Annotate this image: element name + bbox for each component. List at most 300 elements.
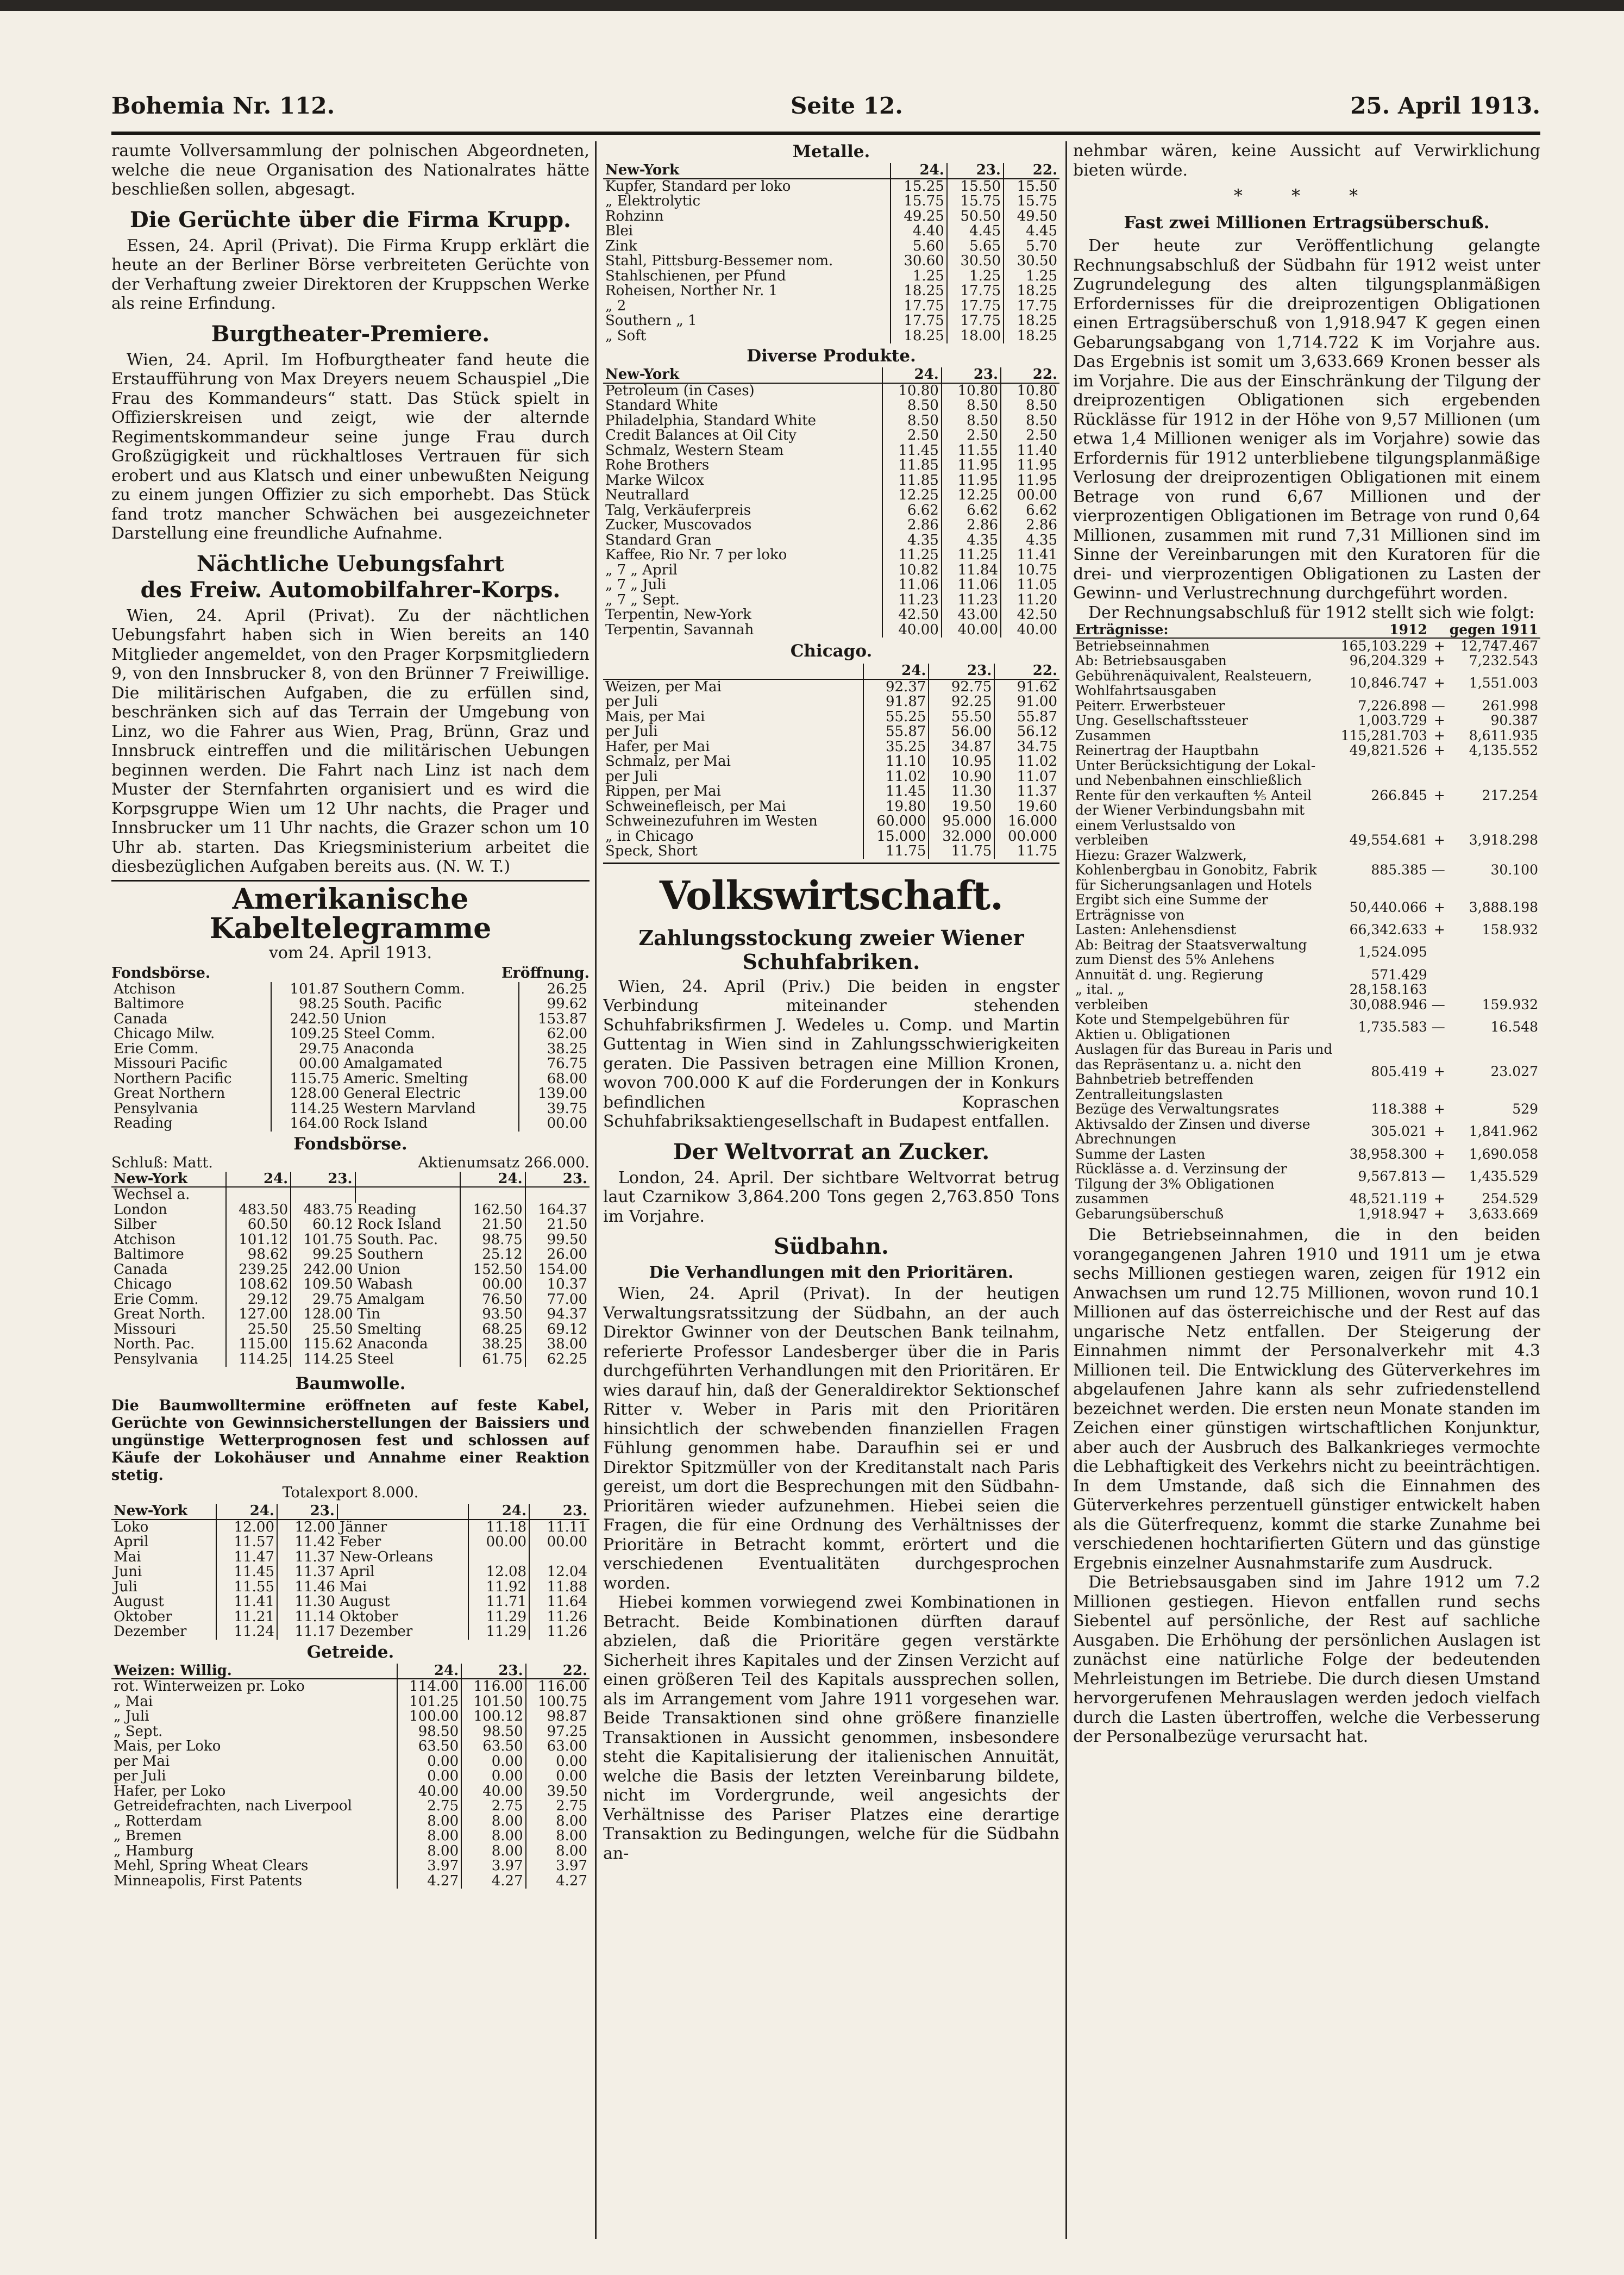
table-row [111,1187,590,1203]
table-cell: + [1433,1123,1445,1140]
table-header-cell: New-York [603,367,882,383]
table-row [111,1292,590,1308]
fonds-opening-table [111,982,590,1132]
table-row [111,1072,590,1087]
table-cell: per Juli [605,768,658,785]
table-cell: zusammen [1075,1191,1149,1207]
table-cell: 68.00 [519,1072,590,1087]
table-cell: Oktober [339,1608,398,1625]
table-cell: New-Orleans [339,1548,434,1565]
table-cell: Betriebseinnahmen [1075,638,1210,654]
table-cell: 254.529 [1482,1191,1538,1207]
table-cell: 17.75 [947,284,1004,299]
table-header-cell: 23. [461,1664,526,1679]
table-cell: 118.388 [1371,1101,1427,1117]
table-cell: 11.18 [468,1520,529,1535]
column-divider [1065,141,1067,2239]
table-cell: 10.80 [942,383,1001,399]
table-cell: 242.50 [271,1012,342,1027]
table-cell: 8.00 [461,1814,526,1829]
table-cell: 8.50 [882,398,942,414]
table-cell: Kote und Stempelgebühren für Aktien u. Obligationen [1075,1011,1289,1042]
table-cell: 11.30 [277,1595,337,1610]
table-cell: + [1433,899,1445,915]
table-row [111,1247,590,1262]
table-cell: 49.25 [891,209,947,224]
table-cell: 8.00 [397,1829,462,1844]
table-cell: 11.23 [882,593,942,608]
table-cell: Standard Gran [605,532,712,548]
table-cell: Ung. Gesellschaftssteuer [1075,712,1248,728]
cable-date: vom 24. April 1913. [268,943,432,962]
table-cell: 21.50 [460,1217,525,1233]
table-cell: Schmalz, per Mai [605,753,731,770]
table-cell: Baltimore [114,1246,184,1262]
section-stars: * * * [1233,185,1380,206]
table-cell: South. Pacific [343,996,442,1012]
metals-table [603,163,1059,343]
table-cell: 115.62 [291,1337,355,1352]
table-row [111,1695,590,1710]
table-cell: Reinertrag der Hauptbahn [1075,742,1259,758]
table-cell: 21.50 [525,1217,590,1233]
table-cell: 0.00 [461,1754,526,1770]
table-cell: Weizen, per Mai [605,678,722,695]
table-row [111,1233,590,1248]
table-cell: 11.14 [277,1610,337,1625]
table-cell: 15.75 [947,194,1004,209]
table-cell: „ Elektrolytic [605,193,701,209]
economy-headline: Volkswirtschaft. [659,872,1004,918]
table-cell: 154.00 [525,1262,590,1278]
table-cell: 10.80 [882,383,942,399]
table-cell: 61.75 [460,1352,525,1367]
table-cell: Roheisen, Norther Nr. 1 [605,283,778,299]
table-row [111,1624,590,1640]
table-cell: 69.12 [525,1322,590,1338]
table-cell: 15.50 [1004,179,1059,195]
table-cell: 19.60 [994,799,1059,815]
table-cell: Chicago Milw. [114,1026,215,1042]
table-cell: 9,567.813 [1358,1168,1427,1184]
table-cell: 63.50 [397,1739,462,1754]
table-cell: 49,821.526 [1349,742,1427,758]
table-cell: — [1431,1018,1445,1035]
table-cell: 8.50 [942,414,1001,429]
table-cell: 48,521.119 [1349,1191,1427,1207]
table-row [111,1814,590,1829]
table-cell: 11.92 [468,1580,529,1595]
cotton-export: Totalexport 8.000. [282,1484,419,1501]
table-cell: 266.845 [1371,787,1427,803]
table-header-cell [1429,622,1447,638]
table-row [111,1520,590,1535]
table-row [111,1829,590,1844]
table-row [603,784,1059,799]
table-cell [460,1187,525,1203]
table-cell: 4,135.552 [1469,742,1538,758]
table-cell: „ 7 „ Juli [605,577,667,593]
table-cell: 114.25 [226,1352,291,1367]
table-cell: Ergibt sich eine Summe der Erträgnisse von [1075,892,1268,923]
table-header-cell: 23. [277,1504,337,1520]
table-cell: 10.80 [1001,383,1059,399]
table-cell: 11.23 [942,593,1001,608]
table-row [111,1057,590,1072]
table-row [111,997,590,1012]
table-cell: 11.25 [942,548,1001,563]
table-cell: Schweinezufuhren im Westen [605,813,818,829]
table-header-cell: 24. [216,1504,277,1520]
table-cell: 25.50 [291,1322,355,1338]
accounts-table [1073,622,1540,1221]
table-cell: per Juli [114,1768,166,1784]
table-cell: 98.50 [397,1724,462,1740]
table-cell: 60.50 [226,1217,291,1233]
table-row [111,1799,590,1814]
table-row [603,398,1059,414]
table-cell: 63.50 [461,1739,526,1754]
table-cell: 98.50 [461,1724,526,1740]
table-cell: 11.06 [882,578,942,593]
table-cell: 11.84 [942,563,1001,578]
page-header [111,92,1540,128]
table-cell: „ 2 [605,297,626,314]
table-header-cell: 23. [525,1172,590,1188]
table-cell: 30,088.946 [1349,996,1427,1012]
table-cell: 92.37 [863,679,929,695]
table-cell: 4.45 [947,224,1004,239]
table-cell: 1,841.962 [1469,1123,1538,1140]
header-rule [111,132,1540,135]
table-cell: 11.95 [1001,458,1059,473]
table-row [603,578,1059,593]
table-cell: 116.00 [526,1679,590,1695]
table-cell: per Juli [605,723,658,740]
krupp-text: Essen, 24. April (Privat). Die Firma Krupp erklärt die heute an der Berliner Börse verbreiteten Gerüchte von der Verhaftung zweier Direktoren der Kruppschen Werke als reine Erfindung. [111,236,590,313]
table-row [111,1203,590,1218]
table-row [1073,1042,1540,1102]
table-cell: 29.75 [271,1042,342,1057]
table-cell: + [1433,742,1445,758]
table-cell: 1,435.529 [1469,1168,1538,1184]
table-cell: 11.45 [863,784,929,799]
burgtheater-headline: Burgtheater-Premiere. [211,321,490,347]
table-cell: 15.75 [1004,194,1059,209]
table-header-cell: 22. [1004,163,1059,179]
table-cell: 40.00 [942,623,1001,638]
table-cell: 3,918.298 [1469,832,1538,848]
table-row [1073,653,1540,668]
column-1 [111,141,590,2245]
table-cell: 91.62 [994,679,1059,695]
table-row [603,799,1059,815]
table-cell: Ab: Betriebsausgaben [1075,653,1227,668]
table-row [1073,1117,1540,1147]
table-row [111,982,590,997]
table-header-cell: 22. [1001,367,1059,383]
table-cell: 5.70 [1004,239,1059,254]
table-cell: Union [357,1261,400,1278]
table-cell: 159.932 [1482,996,1538,1012]
table-cell: Northern Pacific [114,1070,232,1087]
table-cell: 18.25 [1004,314,1059,329]
table-cell: 29.75 [291,1292,355,1308]
table-row [603,563,1059,578]
table-row [111,1217,590,1233]
table-cell: 10.75 [1001,563,1059,578]
table-cell: Juli [114,1578,137,1595]
table-cell: 6.62 [882,503,942,518]
table-cell: 55.87 [863,724,929,740]
article-continuation: raumte Vollversammlung der polnischen Abgeordneten, welche die neue Organisation des Nationalrates hätte beschließen sollen, abgesagt. [111,141,590,199]
table-cell: 114.00 [397,1679,462,1695]
table-cell: 92.25 [929,695,994,710]
table-cell: 1,003.729 [1358,712,1427,728]
table-cell: Reading [114,1115,173,1132]
table-cell: 34.75 [994,740,1059,755]
table-cell: 39.50 [526,1784,590,1799]
table-cell: 1.25 [947,269,1004,284]
table-cell: 0.00 [526,1754,590,1770]
table-cell: 483.75 [291,1203,355,1218]
table-cell: 42.50 [882,608,942,623]
table-row [1073,758,1540,833]
table-row [1073,967,1540,983]
table-cell: General Electric [343,1085,461,1102]
table-cell: 101.50 [461,1695,526,1710]
table-cell: 25.50 [226,1322,291,1338]
table-cell: 11.21 [216,1610,277,1625]
table-cell: 8.00 [526,1844,590,1859]
table-cell: Chicago [114,1276,172,1292]
table-cell: 1.25 [891,269,947,284]
table-row [603,593,1059,608]
table-cell: 5.60 [891,239,947,254]
table-cell: 8.00 [526,1814,590,1829]
table-cell: Anaconda [343,1040,415,1057]
table-row [111,1595,590,1610]
table-row [603,314,1059,329]
table-cell: Blei [605,223,634,239]
table-row [111,1844,590,1859]
table-row [603,329,1059,344]
table-cell: 153.87 [519,1012,590,1027]
table-cell: 11.07 [994,770,1059,785]
sudbahn-subheadline: Die Verhandlungen mit den Prioritären. [649,1263,1014,1282]
table-cell [291,1187,355,1203]
table-row [111,1307,590,1322]
table-cell: + [1433,1064,1445,1080]
table-row [111,1724,590,1740]
table-cell: 66,342.633 [1349,922,1427,938]
table-cell: Mais, per Loko [114,1738,221,1754]
table-row [603,194,1059,209]
shoe-headline: Zahlungsstockung zweier Wiener Schuhfabriken. [638,925,1024,974]
table-cell: „ Bremen [114,1828,182,1844]
table-cell: 62.00 [519,1027,590,1042]
table-cell: „ 7 „ Sept. [605,591,680,608]
table-row [111,1874,590,1889]
table-cell: Schmalz, Western Steam [605,442,784,459]
table-cell: Silber [114,1216,156,1233]
table-cell: Neutrallard [605,487,689,503]
article-continuation: nehmbar wären, keine Aussicht auf Verwirklichung bieten würde. [1073,141,1540,180]
table-row [1073,1161,1540,1191]
table-header-cell [355,1172,461,1188]
table-cell: 1,735.583 [1358,1018,1427,1035]
table-row [111,1262,590,1278]
table-cell: 305.021 [1371,1123,1427,1140]
table-cell: Philadelphia, Standard White [605,412,817,429]
table-cell: Zink [605,238,637,254]
krupp-headline: Die Gerüchte über die Firma Krupp. [130,207,571,233]
table-row [603,548,1059,563]
table-cell: 11.37 [994,784,1059,799]
table-cell: 90.387 [1490,712,1538,728]
table-cell: 91.87 [863,695,929,710]
table-cell: Rock Island [357,1216,442,1233]
table-cell: 68.25 [460,1322,525,1338]
table-header-cell: New-York [111,1172,226,1188]
table-cell: 50.50 [947,209,1004,224]
table-cell: 19.80 [863,799,929,815]
table-header-cell: gegen 1911 [1447,622,1540,638]
table-cell: Petroleum (in Cases) [605,382,755,399]
table-cell: 26.00 [525,1247,590,1262]
table-row [111,1610,590,1625]
table-cell: Southern „ 1 [605,312,697,329]
table-cell: 4.27 [461,1874,526,1889]
table-cell: Peiterr. Erwerbsteuer [1075,697,1225,714]
table-cell: Zusammen [1075,727,1151,743]
table-cell [525,1187,590,1203]
table-cell: + [1433,922,1445,938]
table-cell: Gebarungsüberschuß [1075,1205,1224,1222]
table-header-row [111,1664,590,1679]
table-header-cell: Weizen: Willig. [111,1664,397,1679]
table-cell: 16.548 [1490,1018,1538,1035]
table-cell: 11.37 [277,1565,337,1580]
table-cell: 5.65 [947,239,1004,254]
table-cell: 28,158.163 [1349,982,1427,997]
table-row [603,844,1059,859]
table-cell: 2.86 [942,518,1001,533]
table-cell [1429,967,1447,983]
table-cell: 92.75 [929,679,994,695]
table-cell: Hiezu: Grazer Walzwerk, Kohlenbergbau in Gonobitz, Fabrik für Sicherungsanlagen und Hotels [1075,847,1317,893]
table-header-cell [337,1504,468,1520]
table-cell: 00.00 [271,1057,342,1072]
table-cell: 2.86 [1001,518,1059,533]
table-cell: 95.000 [929,814,994,829]
table-row [603,209,1059,224]
table-cell: 8.50 [1001,414,1059,429]
table-cell: 11.45 [882,443,942,459]
diverse-headline: Diverse Produkte. [747,346,916,366]
table-cell: 6.62 [1001,503,1059,518]
table-cell: 38.25 [519,1042,590,1057]
table-cell: Lasten: Anlehensdienst [1075,922,1237,938]
table-cell: „ in Chicago [605,828,694,845]
table-cell: Kaffee, Rio Nr. 7 per loko [605,547,787,563]
table-cell: April [114,1534,149,1550]
table-cell: 261.998 [1482,697,1538,714]
table-cell: 16.000 [994,814,1059,829]
table-cell: 17.75 [947,299,1004,314]
table-cell: Erie Comm. [114,1040,199,1057]
table-row [603,724,1059,740]
table-cell: Wechsel a. [114,1186,190,1203]
table-cell: 11.71 [468,1595,529,1610]
table-cell: 8.50 [882,414,942,429]
table-cell: 40.00 [397,1784,462,1799]
table-row [1073,638,1540,654]
table-cell: 56.12 [994,724,1059,740]
table-cell: Missouri [114,1321,176,1338]
table-cell: 0.00 [526,1769,590,1784]
table-cell: 11.41 [216,1595,277,1610]
table-cell: 109.25 [271,1027,342,1042]
shoe-text: Wien, 24. April (Priv.) Die beiden in engster Verbindung miteinander stehenden Schuhfabriksfirmen J. Wedeles u. Comp. und Martin Guttentag in Wien sind in Zahlungsschwierigkeiten geraten. Die Passiven betragen eine Million Kronen, wovon 700.000 K auf die Forderungen der in Konkurs befindlichen Kopraschen Schuhfabriksaktiengesellschaft in Budapest entfallen. [603,977,1059,1131]
table-cell: Rohe Brothers [605,457,710,473]
sugar-text: London, 24. April. Der sichtbare Weltvorrat betrug laut Czarnikow 3,864.200 Tons gegen 2,763.850 Tons im Vorjahre. [603,1168,1059,1226]
table-row [603,533,1059,548]
table-cell: 76.50 [460,1292,525,1308]
table-cell: 116.00 [461,1679,526,1695]
table-cell: 128.00 [271,1086,342,1102]
table-cell: 11.24 [216,1624,277,1640]
table-row [111,1352,590,1367]
table-cell: 15.000 [863,829,929,845]
table-cell: 2.50 [1001,428,1059,443]
table-cell: 3.97 [397,1859,462,1874]
table-row [1073,922,1540,938]
table-cell: 8.50 [1001,398,1059,414]
table-cell: Marke Wilcox [605,472,704,489]
table-header-cell: 24. [891,163,947,179]
table-header-cell: 1912 [1339,622,1429,638]
table-cell [468,1550,529,1565]
table-cell: 00.00 [460,1277,525,1292]
table-row [111,1679,590,1695]
table-cell: „ Rotterdam [114,1812,202,1829]
table-cell: 23.027 [1490,1064,1538,1080]
table-row [111,1550,590,1565]
cotton-text: Die Baumwolltermine eröffneten auf feste Kabel, Gerüchte von Gewinnsicherstellungen der Baissiers und ungünstige Wetterprognosen fest und schlossen auf Käufe der Lokohäuser und Annahme einer Reaktion stetig. [111,1397,590,1484]
auto-headline-2: des Freiw. Automobilfahrer-Korps. [140,577,561,603]
table-cell: 100.75 [526,1695,590,1710]
table-cell: 1,690.058 [1469,1146,1538,1162]
table-cell: 98.25 [271,997,342,1012]
table-cell: 805.419 [1371,1064,1427,1080]
table-cell: 98.87 [526,1709,590,1724]
table-cell: 3,633.669 [1469,1205,1538,1222]
table-cell: Loko [114,1518,149,1535]
chicago-table [603,664,1059,859]
fonds-label: Fondsbörse. [111,964,211,982]
scan-edge [0,0,1624,11]
table-row [603,518,1059,533]
table-cell: 98.62 [226,1247,291,1262]
table-cell: 2.86 [882,518,942,533]
table-cell: 11.46 [277,1580,337,1595]
table-row [1073,997,1540,1012]
table-cell: 55.87 [994,710,1059,725]
column-divider [595,141,597,2239]
table-header-cell: 23. [929,664,994,679]
table-cell: 18.25 [891,329,947,344]
